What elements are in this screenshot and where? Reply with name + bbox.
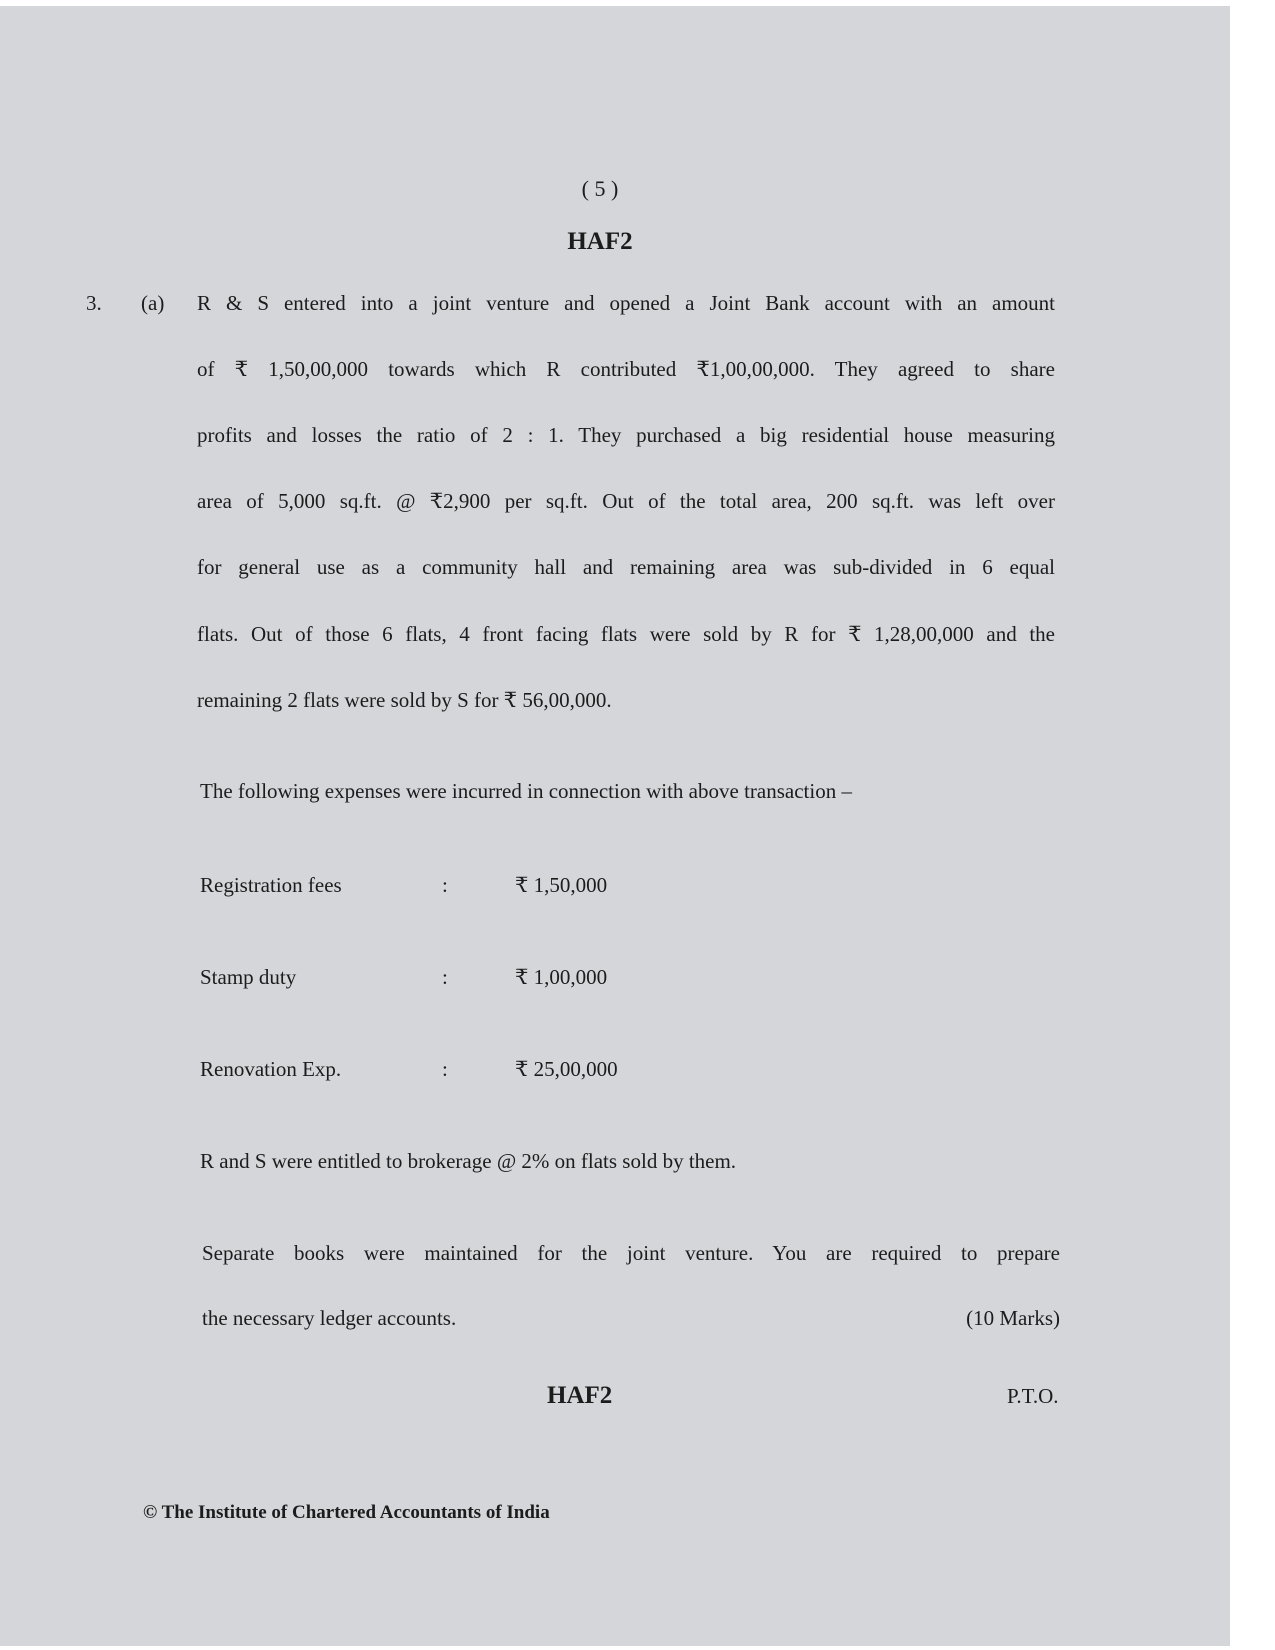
expense-amount: ₹ 1,00,000 [515,965,608,989]
question-number: 3. [86,291,102,315]
paper-code-footer: HAF2 [547,1382,613,1409]
expense-separator: : [442,873,448,897]
question-line-5: for general use as a community hall and remaining area was sub-divided in 6 equal [197,555,1055,579]
expense-label: Renovation Exp. [200,1057,342,1081]
paper-code-header: HAF2 [567,228,633,255]
question-line-4: area of 5,000 sq.ft. @ ₹2,900 per sq.ft. Out of the total area, 200 sq.ft. was left over [197,489,1055,513]
page-number: ( 5 ) [581,176,619,201]
question-line-1: R & S entered into a joint venture and opened a Joint Bank account with an amount [197,291,1055,315]
expense-amount: ₹ 25,00,000 [515,1057,618,1081]
marks-label: (10 Marks) [966,1306,1060,1330]
question-part: (a) [141,291,165,315]
copyright-notice: © The Institute of Chartered Accountants of India [143,1502,550,1523]
expense-separator: : [442,965,448,989]
expense-amount: ₹ 1,50,000 [515,873,608,897]
expense-label: Registration fees [200,873,342,897]
instruction-line-2: the necessary ledger accounts. [202,1306,457,1330]
question-line-2: of ₹ 1,50,00,000 towards which R contributed ₹1,00,00,000. They agreed to share [197,357,1055,381]
pto-label: P.T.O. [1007,1384,1059,1408]
scanned-page [0,6,1230,1646]
instruction-line-1: Separate books were maintained for the joint venture. You are required to prepare [202,1241,1060,1265]
question-line-6: flats. Out of those 6 flats, 4 front facing flats were sold by R for ₹ 1,28,00,000 and the [197,622,1055,646]
question-line-3: profits and losses the ratio of 2 : 1. They purchased a big residential house measuring [197,423,1055,447]
question-line-7: remaining 2 flats were sold by S for ₹ 56,00,000. [197,688,612,712]
expenses-intro: The following expenses were incurred in connection with above transaction – [200,779,852,803]
expense-label: Stamp duty [200,965,297,989]
expense-separator: : [442,1057,448,1081]
brokerage-note: R and S were entitled to brokerage @ 2% on flats sold by them. [200,1149,737,1173]
